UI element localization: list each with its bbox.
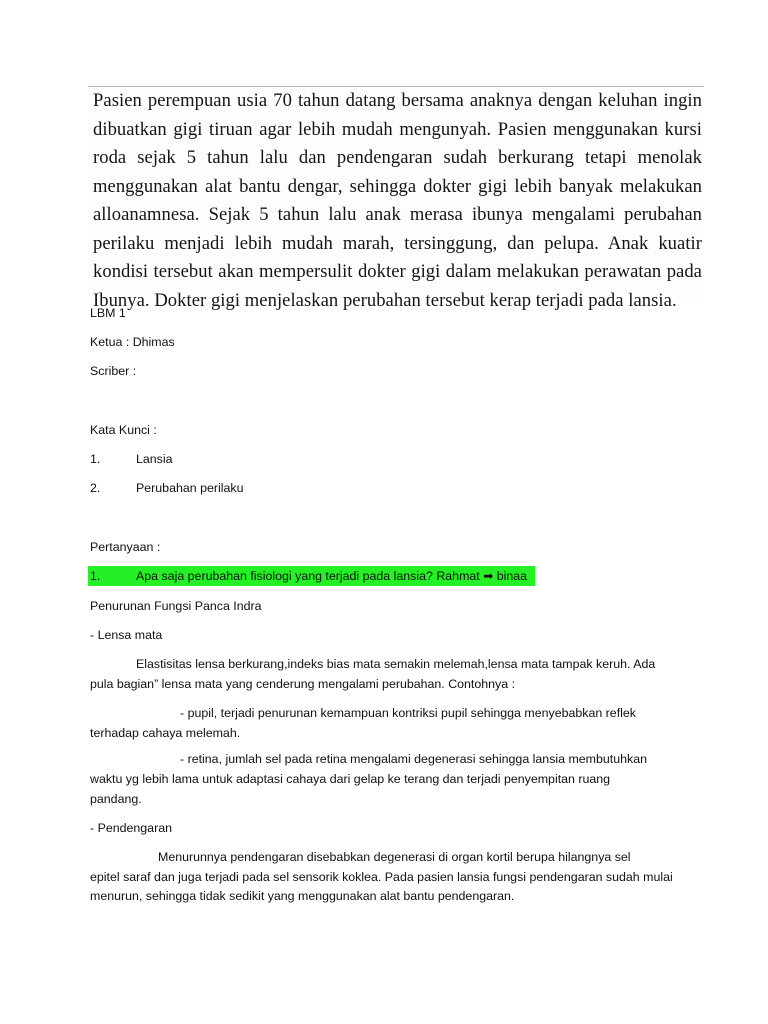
- hearing-paragraph-line: menurun, sehingga tidak sedikit yang menggunakan alat bantu pendengaran.: [90, 889, 515, 903]
- keyword-text: Lansia: [136, 452, 173, 466]
- ketua-line: Ketua : Dhimas: [90, 335, 175, 349]
- keywords-heading: Kata Kunci :: [90, 423, 157, 437]
- right-arrow-icon: ➡: [483, 569, 494, 583]
- scriber-line: Scriber :: [90, 364, 137, 378]
- case-line: alloanamnesa. Sejak 5 tahun lalu anak merasa ibunya mengalami perubahan: [93, 204, 702, 225]
- hearing-paragraph-line: epitel saraf dan juga terjadi pada sel sensorik koklea. Pada pasien lansia fungsi pendengaran sudah mulai: [90, 870, 673, 884]
- case-line: roda sejak 5 tahun lalu dan pendengaran sudah berkurang tetapi menolak: [93, 147, 702, 168]
- case-line: Pasien perempuan usia 70 tahun datang bersama anaknya dengan keluhan ingin: [93, 90, 702, 111]
- question-suffix: binaa: [496, 569, 528, 583]
- keyword-text: Perubahan perilaku: [136, 481, 244, 495]
- case-line: menggunakan alat bantu dengar, sehingga dokter gigi lebih banyak melakukan: [93, 175, 702, 197]
- pupil-line: terhadap cahaya melemah.: [90, 726, 241, 740]
- hearing-paragraph-line: Menurunnya pendengaran disebabkan degenerasi di organ kortil berupa hilangnya sel: [158, 850, 631, 864]
- question-number: 1.: [90, 569, 101, 583]
- case-line: dibuatkan gigi tiruan agar lebih mudah mengunyah. Pasien menggunakan kursi: [93, 118, 702, 140]
- case-line: kondisi tersebut akan mempersulit dokter gigi dalam melakukan perawatan pada: [93, 261, 702, 282]
- question-text: [136, 569, 527, 583]
- retina-line: waktu yg lebih lama untuk adaptasi cahaya dari gelap ke terang dan terjadi penyempitan ruang: [90, 772, 611, 786]
- pupil-line: - pupil, terjadi penurunan kemampuan kontriksi pupil sehingga menyebabkan reflek: [180, 706, 636, 720]
- case-line: perilaku menjadi lebih mudah marah, tersinggung, dan pelupa. Anak kuatir: [93, 232, 702, 254]
- question-body: Apa saja perubahan fisiologi yang terjadi pada lansia? Rahmat: [136, 569, 480, 583]
- lens-paragraph-line: Elastisitas lensa berkurang,indeks bias mata semakin melemah,lensa mata tampak keruh. Ada: [136, 657, 656, 671]
- case-line: Ibunya. Dokter gigi menjelaskan perubahan tersebut kerap terjadi pada lansia.: [93, 289, 677, 311]
- lbm-title: LBM 1: [90, 306, 126, 320]
- hearing-heading: - Pendengaran: [90, 821, 172, 835]
- retina-line: - retina, jumlah sel pada retina mengalami degenerasi sehingga lansia membutuhkan: [180, 752, 647, 766]
- section-title: Penurunan Fungsi Panca Indra: [90, 599, 262, 613]
- case-scenario-text: [88, 87, 704, 315]
- keyword-number: 1.: [90, 452, 101, 466]
- question-item-highlighted: [88, 566, 535, 586]
- keyword-number: 2.: [90, 481, 101, 495]
- lens-heading: - Lensa mata: [90, 628, 163, 642]
- case-scenario-image: [88, 86, 704, 311]
- lens-paragraph-line: pula bagian” lensa mata yang cenderung mengalami perubahan. Contohnya :: [90, 677, 516, 691]
- questions-heading: Pertanyaan :: [90, 540, 161, 554]
- retina-line: pandang.: [90, 792, 142, 806]
